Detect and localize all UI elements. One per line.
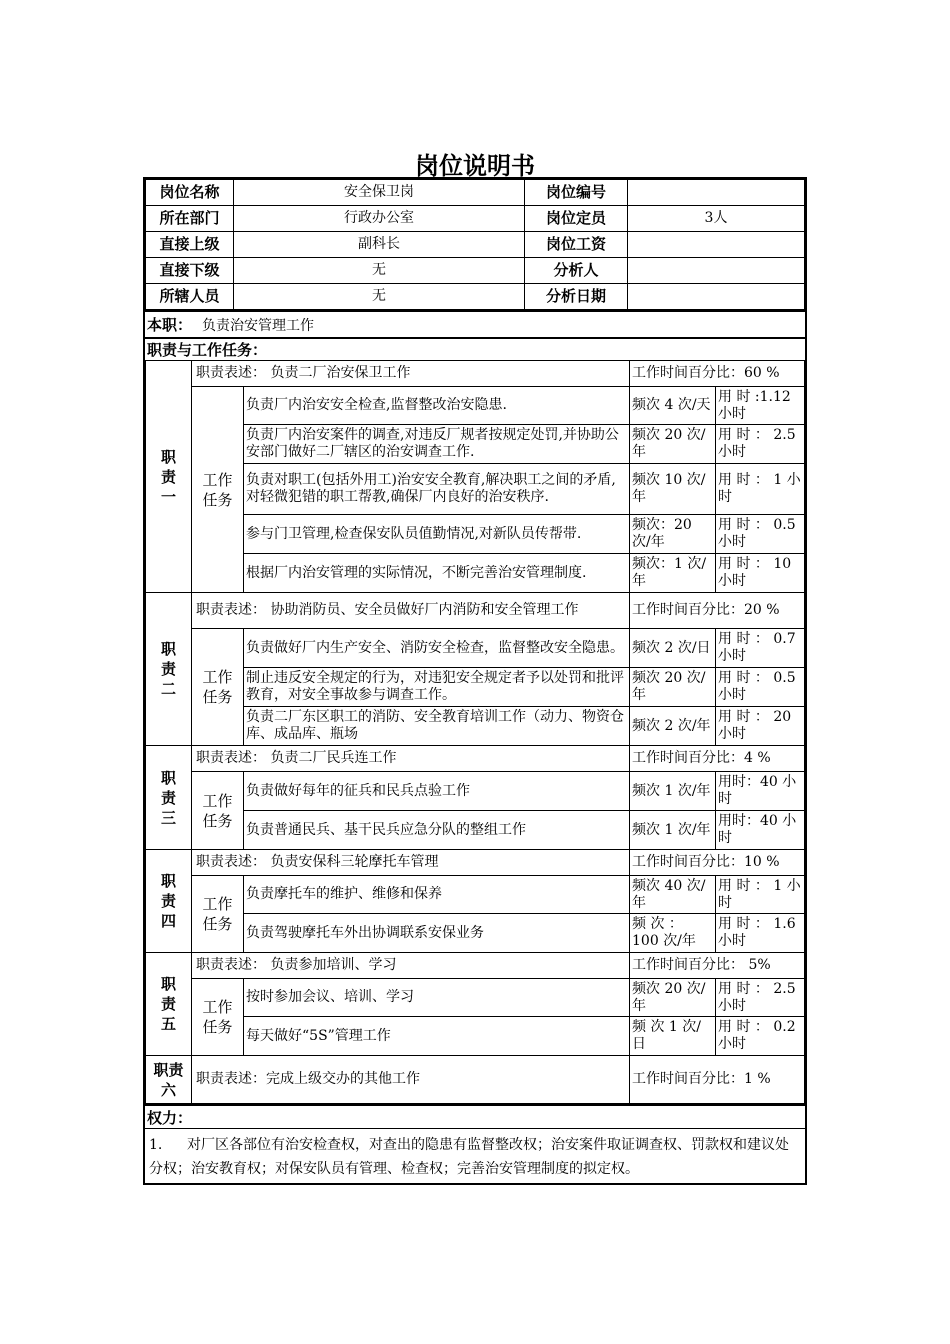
responsibility-statement-row [146,1056,805,1104]
task-description: 负责做好厂内生产安全、消防安全检查，监督整改安全隐患。 [244,629,630,668]
time-percentage: 工作时间百分比：1 % [630,1056,805,1104]
responsibilities-title-row [145,337,805,360]
task-description: 负责二厂东区职工的消防、安全教育培训工作（动力、物资仓库、成品库、瓶场 [244,707,630,746]
task-row [146,707,805,746]
task-time: 用 时 ： 1 小时 [716,876,805,914]
task-time: 用 时 ： 0.2 小时 [716,1017,805,1056]
header-label: 所辖人员 [146,284,234,310]
header-row [146,284,805,310]
task-frequency: 频次 1 次/年 [630,811,716,850]
duty-row [145,310,805,337]
responsibility-label: 职责 六 [146,1056,192,1104]
task-time: 用时：40 小时 [716,811,805,850]
responsibility-label: 职 责 四 [146,850,192,953]
task-row [146,629,805,668]
header-label: 岗位名称 [146,180,234,206]
responsibility-statement: 职责表述： 协助消防员、安全员做好厂内消防和安全管理工作 [192,593,630,629]
power-item [149,1133,801,1181]
header-value [628,232,805,258]
task-time: 用 时 ： 0.5 小时 [716,515,805,554]
responsibilities-table [145,360,805,1104]
task-label: 工作 任务 [192,629,244,746]
task-frequency: 频次 10 次/年 [630,464,716,515]
task-row [146,387,805,425]
header-value: 无 [234,284,525,310]
responsibility-statement: 职责表述： 负责参加培训、学习 [192,953,630,979]
header-label: 直接下级 [146,258,234,284]
task-row [146,876,805,914]
responsibility-label: 职 责 三 [146,746,192,850]
header-label: 直接上级 [146,232,234,258]
task-time: 用 时 :1.12 小时 [716,387,805,425]
task-row [146,464,805,515]
task-frequency: 频次 2 次/年 [630,707,716,746]
time-percentage: 工作时间百分比： 5% [630,953,805,979]
header-label: 分析人 [525,258,628,284]
task-row [146,811,805,850]
header-row [146,258,805,284]
header-label: 岗位定员 [525,206,628,232]
responsibility-statement: 职责表述： 负责二厂治安保卫工作 [192,361,630,387]
task-row [146,772,805,811]
page-title: 岗位说明书 [415,152,535,180]
responsibility-statement-row [146,593,805,629]
task-frequency: 频次 20 次/年 [630,979,716,1017]
responsibility-statement-row [146,850,805,876]
task-description: 负责驾驶摩托车外出协调联系安保业务 [244,914,630,953]
responsibility-statement: 职责表述：完成上级交办的其他工作 [192,1056,630,1104]
duty-label: 本职： [147,316,193,334]
task-label: 工作 任务 [192,876,244,953]
task-label: 工作 任务 [192,772,244,850]
task-time: 用 时 ： 0.5 小时 [716,668,805,707]
header-value [628,284,805,310]
task-row [146,425,805,464]
task-row [146,668,805,707]
header-label: 所在部门 [146,206,234,232]
header-value: 无 [234,258,525,284]
task-description: 负责厂内治安安全检查,监督整改治安隐患. [244,387,630,425]
header-row [146,180,805,206]
power-item-text: 对厂区各部位有治安检查权，对查出的隐患有监督整改权；治安案件取证调查权、罚款权和建议处分权；治安教育权；对保安队员有管理、检查权；完善治安管理制度的拟定权。 [149,1137,789,1177]
header-label: 分析日期 [525,284,628,310]
header-row [146,232,805,258]
task-row [146,979,805,1017]
responsibility-statement-row [146,746,805,772]
task-description: 负责做好每年的征兵和民兵点验工作 [244,772,630,811]
header-label: 岗位编号 [525,180,628,206]
responsibility-statement: 职责表述： 负责安保科三轮摩托车管理 [192,850,630,876]
task-frequency: 频次：1 次/年 [630,554,716,593]
task-time: 用 时 ： 2.5 小时 [716,979,805,1017]
header-value: 3人 [628,206,805,232]
responsibility-statement-row [146,953,805,979]
task-description: 负责摩托车的维护、维修和保养 [244,876,630,914]
task-row [146,515,805,554]
task-time: 用 时 ： 2.5 小时 [716,425,805,464]
duty-text: 负责治安管理工作 [202,317,315,334]
task-description: 参与门卫管理,检查保安队员值勤情况,对新队员传帮带. [244,515,630,554]
header-value: 行政办公室 [234,206,525,232]
header-row [146,206,805,232]
responsibility-statement: 职责表述： 负责二厂民兵连工作 [192,746,630,772]
task-time: 用 时 ： 0.7 小时 [716,629,805,668]
responsibility-label: 职 责 五 [146,953,192,1056]
task-label: 工作 任务 [192,387,244,593]
task-row [146,1017,805,1056]
task-frequency: 频次 40 次/年 [630,876,716,914]
task-row [146,554,805,593]
header-value: 安全保卫岗 [234,180,525,206]
task-frequency: 频次 1 次/年 [630,772,716,811]
header-value [628,258,805,284]
task-time: 用 时 ： 20 小时 [716,707,805,746]
task-frequency: 频次 20 次/年 [630,668,716,707]
responsibilities-title: 职责与工作任务： [147,341,268,359]
task-description: 负责普通民兵、基干民兵应急分队的整组工作 [244,811,630,850]
header-value [628,180,805,206]
time-percentage: 工作时间百分比：4 % [630,746,805,772]
task-frequency: 频次 4 次/天 [630,387,716,425]
task-description: 负责厂内治安案件的调查,对违反厂规者按规定处罚,并协助公安部门做好二厂辖区的治安调查工作. [244,425,630,464]
responsibility-label: 职 责 一 [146,361,192,593]
job-description-form [143,177,807,1185]
task-time: 用 时 ： 1.6 小时 [716,914,805,953]
task-frequency: 频 次 ： 100 次/年 [630,914,716,953]
task-description: 负责对职工(包括外用工)治安安全教育,解决职工之间的矛盾,对轻微犯错的职工帮教,确保厂内良好的治安秩序. [244,464,630,515]
responsibility-statement-row [146,361,805,387]
task-frequency: 频次：20 次/年 [630,515,716,554]
task-frequency: 频次 2 次/日 [630,629,716,668]
task-description: 根据厂内治安管理的实际情况，不断完善治安管理制度. [244,554,630,593]
task-time: 用 时 ： 1 小时 [716,464,805,515]
header-table [145,179,805,310]
power-title-row [145,1104,805,1128]
task-row [146,914,805,953]
task-description: 每天做好“5S”管理工作 [244,1017,630,1056]
time-percentage: 工作时间百分比：60 % [630,361,805,387]
time-percentage: 工作时间百分比：10 % [630,850,805,876]
responsibility-label: 职 责 二 [146,593,192,746]
task-description: 按时参加会议、培训、学习 [244,979,630,1017]
task-frequency: 频 次 1 次/日 [630,1017,716,1056]
task-label: 工作 任务 [192,979,244,1056]
task-description: 制止违反安全规定的行为，对违犯安全规定者予以处罚和批评教育，对安全事故参与调查工作。 [244,668,630,707]
power-item-number: 1. [149,1137,163,1153]
task-frequency: 频次 20 次/年 [630,425,716,464]
header-label: 岗位工资 [525,232,628,258]
power-title: 权力： [147,1108,193,1127]
time-percentage: 工作时间百分比：20 % [630,593,805,629]
task-time: 用 时 ： 10 小时 [716,554,805,593]
task-time: 用时：40 小时 [716,772,805,811]
header-value: 副科长 [234,232,525,258]
power-list [145,1128,805,1185]
